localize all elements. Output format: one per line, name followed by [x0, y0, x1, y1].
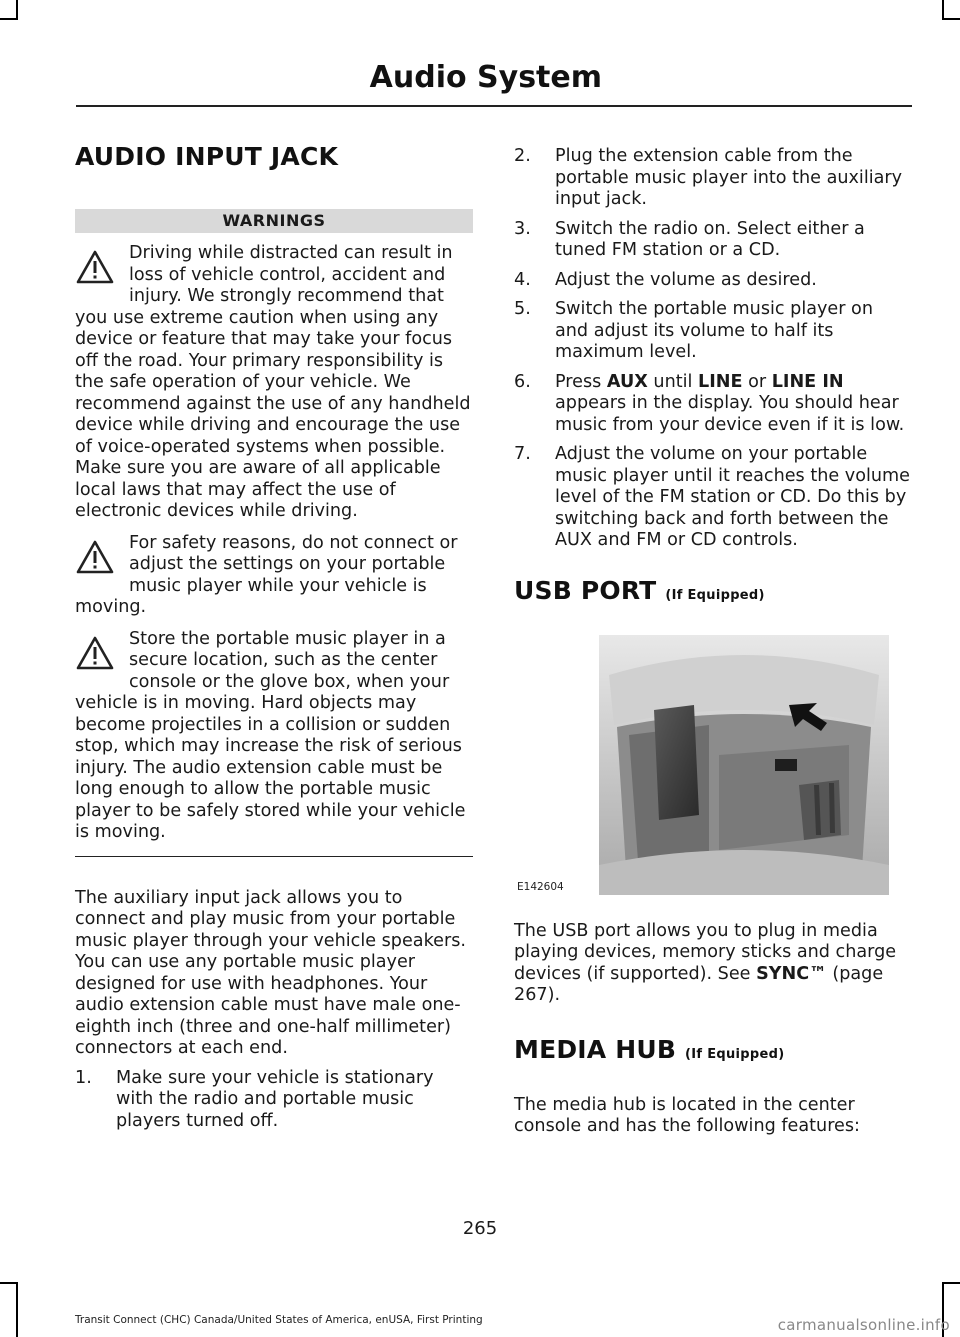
warning-block [75, 629, 473, 844]
usb-port-heading: USB PORT (If Equipped) [514, 575, 765, 605]
warning-triangle-icon [75, 635, 115, 677]
crop-mark [942, 0, 944, 20]
crop-mark [0, 1282, 18, 1284]
steps-list-part1 [75, 1068, 473, 1133]
crop-mark [16, 0, 18, 20]
steps-list-part2 [514, 146, 910, 552]
page-header-title: Audio System [369, 60, 602, 95]
crop-mark [942, 1282, 960, 1284]
console-photo [599, 635, 889, 895]
sync-link[interactable]: SYNC™ [756, 963, 827, 984]
list-item: 5. Switch the portable music player on and adjust its volume to half its maximum level. [514, 299, 873, 362]
media-hub-heading: MEDIA HUB (If Equipped) [514, 1034, 785, 1064]
header-divider [76, 105, 912, 107]
list-item: 7. Adjust the volume on your portable music player until it reaches the volume level of the FM station or CD. Do this by switching back and forth between the AUX and FM or CD controls. [514, 444, 910, 550]
page-number: 265 [462, 1218, 498, 1239]
printing-note: Transit Connect (CHC) Canada/United States of America, enUSA, First Printing [75, 1314, 483, 1326]
intro-paragraph: The auxiliary input jack allows you to connect and play music from your portable music player through your vehicle speakers. You can use any portable music player designed for use with headphones. Your audio extension cable must have male one-eighth inch (three and one-half millimeter) connectors at each end. [75, 887, 466, 1058]
list-item: 6. Press AUX until LINE or LINE IN appears in the display. You should hear music from your device even if it is low. [514, 371, 905, 435]
warning-triangle-icon [75, 539, 115, 581]
warning-triangle-icon [75, 249, 115, 291]
crop-mark [0, 18, 18, 20]
image-id-label: E142604 [517, 881, 564, 893]
audio-input-jack-heading: AUDIO INPUT JACK [75, 142, 339, 171]
aux-keyword: AUX [606, 371, 648, 392]
list-item: 3. Switch the radio on. Select either a tuned FM station or a CD. [514, 218, 865, 260]
crop-mark [942, 18, 960, 20]
usb-port-illustration [517, 635, 889, 895]
left-column [75, 140, 473, 1140]
list-item: 2. Plug the extension cable from the portable music player into the auxiliary input jack. [514, 146, 903, 209]
warning-text: Store the portable music player in a secure location, such as the center console or the glove box, when your vehicle is in moving. Hard objects may become projectiles in a collision or sudden stop, which may increase the risk of serious injury. The audio extension cable must be long enough to allow the portable music player to be safely stored while your vehicle is moving. [75, 628, 466, 842]
media-hub-paragraph: The media hub is located in the center console and has the following features: [514, 1094, 860, 1136]
warnings-divider [75, 856, 473, 857]
list-item: 4. Adjust the volume as desired. [514, 269, 817, 290]
warning-block [75, 243, 473, 523]
right-column [514, 140, 910, 1138]
warning-text: Driving while distracted can result in loss of vehicle control, accident and injury. We strongly recommend that you use extreme caution when using any device or feature that may take your focus off the road. Your primary responsibility is the safe operation of your vehicle. We recommend against the use of any handheld device while driving and encourage the use of voice-operated systems when possible. Make sure you are aware of all applicable local laws that may affect the use of electronic devices while driving. [75, 243, 471, 521]
line-in-keyword: LINE IN [771, 371, 844, 392]
list-item: 1. Make sure your vehicle is stationary with the radio and portable music players turned off. [75, 1067, 434, 1131]
watermark: carmanualsonline.info [777, 1316, 950, 1334]
line-keyword: LINE [698, 371, 743, 392]
crop-mark [16, 1282, 18, 1337]
warning-text: For safety reasons, do not connect or adjust the settings on your portable music player while your vehicle is moving. [75, 532, 458, 617]
warning-block [75, 533, 473, 619]
usb-port-paragraph: The USB port allows you to plug in media playing devices, memory sticks and charge devices (if supported). See SYNC™ (page 267). [514, 920, 897, 1005]
warnings-banner: WARNINGS [75, 209, 473, 233]
